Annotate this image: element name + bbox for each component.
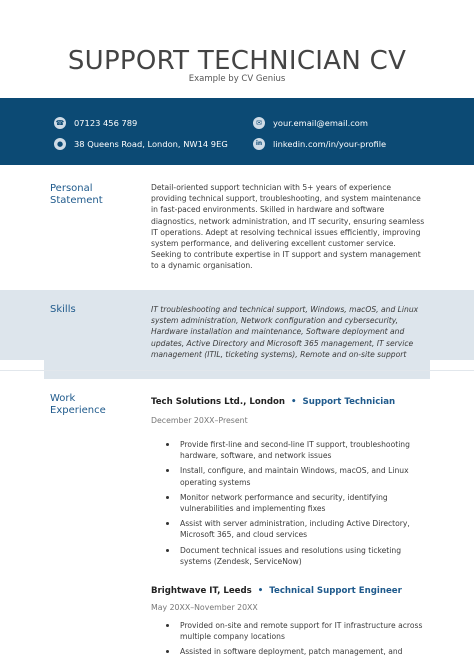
cv-subtitle: Example by CV Genius <box>188 74 286 84</box>
contact-email[interactable] <box>253 117 368 129</box>
phone-icon: ☎ <box>54 117 66 129</box>
contact-bar <box>0 98 474 165</box>
job-separator: • <box>257 586 264 596</box>
email-icon: ✉ <box>253 117 265 129</box>
personal-statement-heading: Personal Statement <box>50 183 103 206</box>
address-text: 38 Queens Road, London, NW14 9EG <box>74 139 228 149</box>
list-item: Assist with server administration, including Active Directory, Microsoft 365, and cloud services <box>166 518 426 540</box>
job-company: Tech Solutions Ltd., London <box>151 397 286 407</box>
skills-text: IT troubleshooting and technical support, Windows, macOS, and Linux system administration, Network configuration and cybersecurity, Hardware installation and maintenance, Software deployment and updates, Active Directory and Microsoft 365 management, IT service management (ITIL, ticketing systems), Remote and on-site support <box>151 305 419 359</box>
personal-statement-text: Detail-oriented support technician with 5+ years of experience providing technical support, troubleshooting, and system maintenance in fast-paced environments. Skilled in hardware and software diagnostics, network administration, and IT security, ensuring seamless IT operations. Adept at resolving technical issues efficiently, improving system performance, and delivering excellent customer service. Seeking to contribute expertise in IT support and system management to a dynamic organisation. <box>151 183 425 271</box>
list-item: Monitor network performance and security, identifying vulnerabilities and implementing fixes <box>166 492 426 514</box>
contact-linkedin[interactable] <box>253 138 386 150</box>
job-company: Brightwave IT, Leeds <box>151 586 252 596</box>
work-experience-heading: Work Experience <box>50 393 106 416</box>
list-item: Install, configure, and maintain Windows, macOS, and Linux operating systems <box>166 465 426 487</box>
contact-address <box>54 138 228 150</box>
job-header <box>151 586 402 596</box>
list-item: Provide first-line and second-line IT support, troubleshooting hardware, software, and network issues <box>166 439 426 461</box>
skills-heading: Skills <box>50 304 76 315</box>
job-separator: • <box>291 397 297 407</box>
job-dates: May 20XX–November 20XX <box>151 603 258 612</box>
list-item: Provided on-site and remote support for IT infrastructure across multiple company locations <box>166 620 426 642</box>
phone-text: 07123 456 789 <box>74 118 138 128</box>
job-bullets <box>166 439 426 571</box>
location-icon: ● <box>54 138 66 150</box>
job-role: Support Technician <box>302 397 396 407</box>
list-item: Assisted in software deployment, patch management, and <box>166 646 426 657</box>
linkedin-icon: in <box>253 138 265 150</box>
section-divider <box>0 370 474 371</box>
list-item: Document technical issues and resolutions using ticketing systems (Zendesk, ServiceNow) <box>166 545 426 567</box>
job-bullets <box>166 620 426 662</box>
job-role: Technical Support Engineer <box>269 586 402 596</box>
job-dates: December 20XX–Present <box>151 416 248 425</box>
linkedin-text[interactable]: linkedin.com/in/your-profile <box>273 139 387 149</box>
job-header <box>151 397 395 407</box>
contact-phone <box>54 117 137 129</box>
email-text[interactable]: your.email@email.com <box>273 118 368 128</box>
cv-title: SUPPORT TECHNICIAN CV <box>67 46 407 76</box>
